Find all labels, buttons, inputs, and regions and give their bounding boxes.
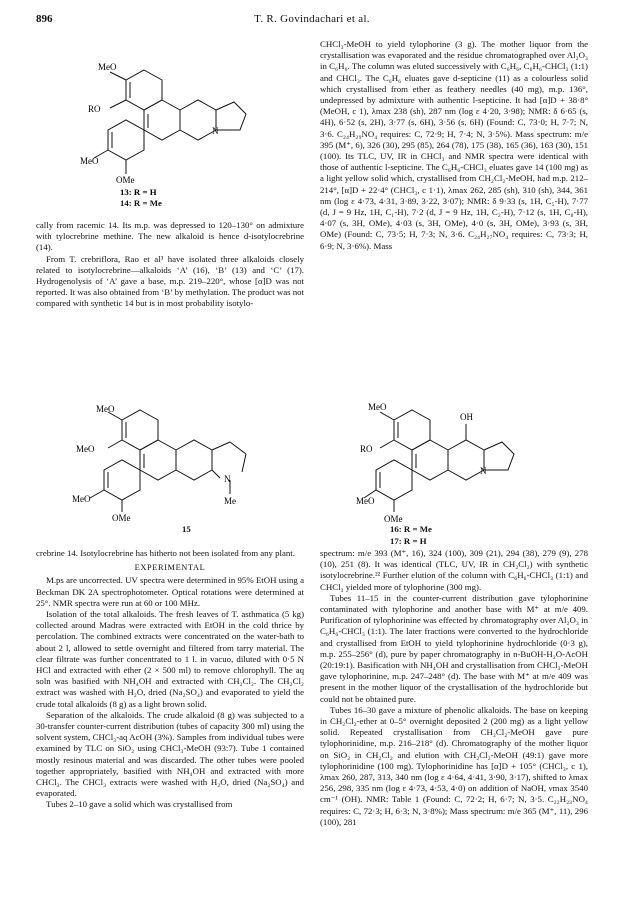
ring-a <box>126 70 162 110</box>
substituent-ro: RO <box>360 444 373 454</box>
paragraph: CHCl₃-MeOH to yield tylophorine (3 g). The mother liquor from the crystallisation was evaporated and the residue chromatographed over Al₂O₃ in C₆H₆. The column was eluted successively with C₆H₆, C₆H₆-CHCl₃ (1:1) and CHCl₃. The C₆H₆ eluates gave d-septicine (11) as a colourless solid which crystallised from ether as feathery needles (40 mg), m.p. 136°, undepressed by admixture with authentic l-septicine. It had [α]D + 38·8° (MeOH, c 1), λmax 238 (sh), 287 nm (log ε 4·20, 3·98); NMR: δ 6·65 (s, 4H), 6·52 (s, 2H), 3·77 (s, 6H), 3·56 (s, 6H) (Found: C, 73·0; H, 7·7; N, 3·6. C₂₄H₂₉NO₄ requires: C, 72·9; H, 7·4; N, 3·5%). Mass spectrum: m/e 395 (M⁺, 6), 326 (30), 295 (85), 264 (78), 175 (38), 165 (36), 163 (30), 151 (100). Its TLC, UV, IR in CHCl₃ and NMR spectra were identical with those of authentic l-septicine. The C₆H₆-CHCl₃ eluates gave 14 (100 mg) as a light yellow solid which, crystallised from CH₂Cl₂-MeOH, had m.p. 212–214°, [α]D + 22·4° (CHCl₃, c 1·1), λmax 262, 285 (sh), 310 (sh), 344, 361 nm (log ε 4·73, 4·31, 3·89, 3·22, 3·07); NMR: δ 9·33 (s, 1H, C₅-H), 7·77 (d, J = 9 Hz, 1H, C₁-H), 7·2 (d, J = 9 Hz, 1H, C₂-H), 7·12 (s, 1H, C₈-H), 4·07 (s, 3H, OMe), 4·03 (s, 3H, OMe), 4·0 (s, 3H, OMe), 3·93 (s, 3H, OMe) (Found: C, 73·5; H, 7·3; N, 3·6. C₂₄H₂₇NO₄ requires: C, 73·3; H, 6·9; N, 3·6%). Mass <box>320 39 588 251</box>
structure-15-drawing <box>70 402 300 532</box>
methyl-label: Me <box>224 496 236 506</box>
structure-16-17 <box>356 400 586 546</box>
experimental-heading: EXPERIMENTAL <box>134 563 206 573</box>
ring-c <box>376 460 412 500</box>
paragraph: cally from racemic 14. Its m.p. was depressed to 120–130° on admixture with tylocrebrine methine. The new alkaloid is hence d-isotylocrebrine (14). <box>36 220 304 253</box>
ring-a <box>394 410 430 450</box>
ring-e <box>216 102 246 130</box>
structure-13-14 <box>80 58 290 208</box>
nitrogen-label: N <box>480 466 487 476</box>
substituent-meo-lower: MeO <box>356 496 375 506</box>
ring-e <box>484 442 514 470</box>
substituent-meo-top: MeO <box>98 62 117 72</box>
structure-15 <box>70 402 300 532</box>
paragraph: Tubes 2–10 gave a solid which was crystallised from <box>46 799 233 810</box>
ring-b <box>144 100 180 140</box>
caption-16: 16: R = Me <box>390 524 432 534</box>
structure-16-17-drawing <box>356 400 586 530</box>
page-number: 896 <box>36 13 53 25</box>
ring-a <box>122 410 158 450</box>
substituent-ome: OMe <box>116 175 135 185</box>
substituent-meo-mid: MeO <box>76 444 95 454</box>
left-column-upper <box>36 220 304 310</box>
substituent-oh: OH <box>460 412 473 422</box>
running-title: T. R. Govindachari et al. <box>254 13 370 25</box>
ring-b <box>140 440 176 480</box>
paragraph: Tubes 16–30 gave a mixture of phenolic alkaloids. The base on keeping in CH₂Cl₂-ether at 0–5° overnight deposited 2 (200 mg) as a light yellow solid. Repeated crystallisation from CH₂Cl₂-MeOH gave pure tylophorinidine, m.p. 216–218° (d). Chromatography of the mother liquor on SiO₂ in CH₂Cl₂ and elution with CH₂Cl₂-MeOH (49:1) gave more tylophorinidine (100 mg). Tylophorinidine has [α]D + 105° (CHCl₃, c 1), λmax 260, 287, 313, 340 nm (log ε 4·64, 4·41, 3·90, 3·17), shifted to λmax 256, 298, 335 nm (log ε 4·73, 4·53, 4·0) on addition of NaOH, νmax 3540 cm⁻¹ (OH). NMR: Table 1 (Found: C, 72·2; H, 6·7; N, 3·5. C₂₂H₂₃NO₄ requires: C, 72·3; H, 6·3; N, 3·8%); Mass spectrum: m/e 365 (M⁺, 11), 296 (100), 281 <box>320 704 588 827</box>
right-column-upper <box>320 39 588 252</box>
substituent-ro: RO <box>88 104 101 114</box>
left-column-lower <box>36 548 304 811</box>
nitrogen-label: N <box>224 474 231 484</box>
ring-b <box>412 440 448 480</box>
structure-13-14-drawing <box>80 58 290 198</box>
caption-17: 17: R = H <box>390 536 427 546</box>
paragraph: Separation of the alkaloids. The crude alkaloid (8 g) was subjected to a 30-transfer counter-current distribution (tubes of capacity 300 ml) using the solvent system, CHCl₃-aq AcOH (3%). Samples from individual tubes were examined by TLC on SiO₂ using CHCl₃-MeOH (93:7). Tube 1 contained mostly resinous material and was discarded. The other tubes were pooled together appropriately, basified with NH₄OH and extracted with more CHCl₃. The CHCl₃ extracts were washed with H₂O, dried (Na₂SO₄) and evaporated. <box>36 709 304 799</box>
substituent-meo-lower: MeO <box>80 156 99 166</box>
paragraph: crebrine 14. Isotylocrebrine has hitherto not been isolated from any plant. <box>36 548 295 558</box>
substituent-ome: OMe <box>384 514 403 524</box>
right-column-lower <box>320 548 588 828</box>
caption-14: 14: R = Me <box>120 198 162 208</box>
caption-13: 13: R = H <box>120 187 157 197</box>
paragraph: From T. crebriflora, Rao et al³ have isolated three alkaloids closely related to isotylocrebrine—alkaloids ‘A’ (16), ‘B’ (13) and ‘C’ (17). Hydrogenolysis of ‘A’ gave a base, m.p. 219–220°, whose [α]D was not reported. It was also obtained from ‘B’ by methylation. The product was not compared with synthetic 14 but is in most probability isotylo- <box>36 253 304 309</box>
ring-d <box>448 440 484 480</box>
substituent-ome: OMe <box>112 513 131 523</box>
ring-d <box>176 440 212 480</box>
ring-d <box>180 100 216 140</box>
paragraph: Isolation of the total alkaloids. The fresh leaves of T. asthmatica (5 kg) collected around Madras were extracted with EtOH in the cold thrice by percolation. The combined extracts were concentrated on the water-bath to about 2 l, allowed to settle overnight and filtered from tarry material. The clear filtrate was further concentrated to 1 l. in vacuo, diluted with 0·5 N HCl and extracted with ether (2 × 500 ml) to remove chlorophyll. The aq soln was basified with NH₄OH and extracted with CH₂Cl₂. The CH₂Cl₂ extract was washed with H₂O, dried (Na₂SO₄) and evaporated to yield the crude total alkaloids (8 g) as a light brown solid. <box>36 609 304 709</box>
paragraph: Tubes 11–15 in the counter-current distribution gave tylophorinine contaminated with tylophorine and another base with M⁺ at m/e 409. Purification of tylophorinine was effected by chromatography over Al₂O₃ in C₆H₆-CHCl₃ (1:1). The later fractions were converted to the hydrochloride and crystallised from EtOH to yield tylophorinine hydrochloride (0·3 g), m.p. 255–256° (d), pure by paper chromatography in n-BuOH-H₂O-AcOH (20:19:1). Basification with NH₄OH and crystallisation from CHCl₃-MeOH gave tylophorinine, m.p. 247–248° (d). The base with M⁺ at m/e 409 was present in the mother liquor of the crystallisation of the hydrochloride but could not be obtained pure. <box>320 592 588 704</box>
ring-c <box>108 120 144 160</box>
paragraph: M.ps are uncorrected. UV spectra were determined in 95% EtOH using a Beckman DK 2A spectrophotometer. Optical rotations were determined at 25°. NMR spectra were run at 60 or 100 MHz. <box>36 575 304 608</box>
ring-c <box>104 460 140 500</box>
caption-15: 15 <box>182 524 191 534</box>
nitrogen-label: N <box>212 126 219 136</box>
substituent-meo-bottom: MeO <box>72 494 91 504</box>
substituent-meo-top: MeO <box>96 404 115 414</box>
substituent-meo-top: MeO <box>368 402 387 412</box>
page-header <box>36 13 588 29</box>
paragraph: spectrum: m/e 393 (M⁺, 16), 324 (100), 309 (21), 294 (38), 279 (9), 278 (10), 251 (8). It was identical (TLC, UV, IR in CH₂Cl₂) with synthetic isotylocrebrine.²² Further elution of the column with C₆H₆-CHCl₃ (1:1) and CHCl₃ yielded more of tylophorine (300 mg). <box>320 548 588 592</box>
